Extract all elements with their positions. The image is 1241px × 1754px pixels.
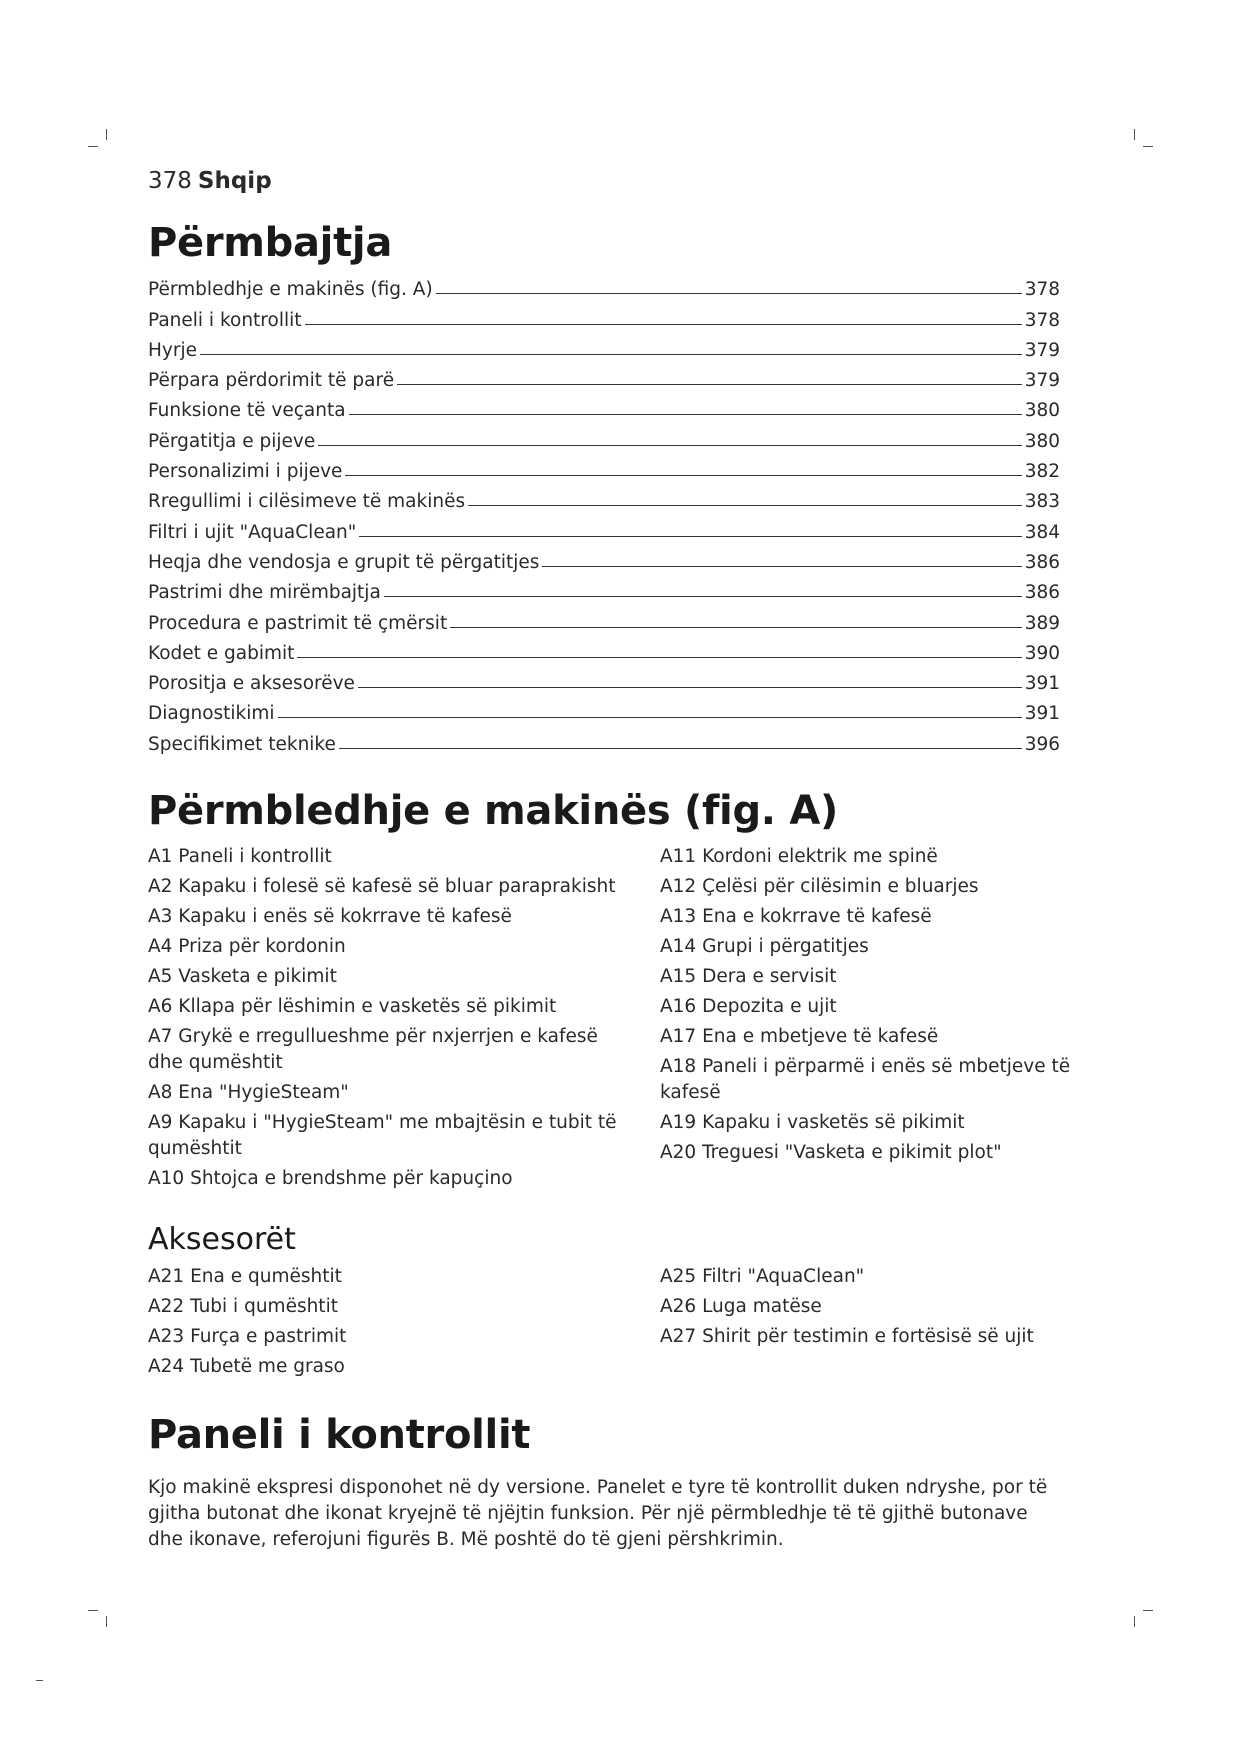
overview-list-left [148,844,618,1196]
toc-entry[interactable] [148,391,1060,421]
toc-entry[interactable] [148,452,1060,482]
toc-leader-line [397,384,1022,385]
toc-entry-label: Porositja e aksesorëve [148,673,355,695]
toc-entry-page: 383 [1024,491,1060,513]
overview-item: A9 Kapaku i "HygieSteam" me mbajtësin e tubit të qumështit [148,1112,617,1159]
toc-entry-page: 378 [1024,309,1060,331]
toc-leader-line [349,414,1022,415]
accessories-list-right [660,1264,1080,1354]
toc-leader-line [278,717,1022,718]
toc-entry-page: 378 [1024,279,1060,301]
toc-entry[interactable] [148,300,1060,330]
toc-entry-label: Përmbledhje e makinës (fig. A) [148,279,433,301]
toc-entry[interactable] [148,512,1060,542]
crop-mark-bottom-right-v [1134,1616,1135,1627]
toc-leader-line [318,445,1021,446]
toc-entry[interactable] [148,694,1060,724]
toc-leader-line [384,596,1022,597]
overview-item: A5 Vasketa e pikimit [148,966,337,987]
toc-entry[interactable] [148,603,1060,633]
toc-entry-label: Kodet e gabimit [148,642,295,664]
overview-item: A7 Grykë e rregullueshme për nxjerrjen e kafesë dhe qumështit [148,1026,598,1073]
toc-entry-page: 380 [1024,400,1060,422]
crop-mark-bottom-right-h [1143,1610,1153,1611]
toc-entry[interactable] [148,331,1060,361]
toc-leader-line [358,687,1022,688]
accessory-item: A26 Luga matëse [660,1296,822,1317]
overview-item: A4 Priza për kordonin [148,936,346,957]
page-header [148,168,272,194]
accessories-title: Aksesorët [148,1222,296,1257]
accessory-item: A23 Furça e pastrimit [148,1326,347,1347]
toc-leader-line [468,505,1022,506]
control-panel-text: Kjo makinë ekspresi disponohet në dy versione. Panelet e tyre të kontrollit duken ndryshe, por të gjitha butonat dhe ikonat kryejnë të njëjtin funksion. Për një përmbledhje të të gjithë butonave dhe ikonave, referojuni figurës B. Më poshtë do të gjeni përshkrimin. [148,1477,1048,1550]
toc-entry-label: Heqja dhe vendosja e grupit të përgatitjes [148,551,540,573]
language-label: Shqip [197,168,272,194]
toc-entry-page: 386 [1024,551,1060,573]
toc-entry-label: Rregullimi i cilësimeve të makinës [148,491,466,513]
toc-entry-page: 390 [1024,642,1060,664]
toc-entry[interactable] [148,724,1060,754]
control-panel-title: Paneli i kontrollit [148,1412,531,1458]
overview-item: A3 Kapaku i enës së kokrrave të kafesë [148,906,512,927]
overview-item: A2 Kapaku i folesë së kafesë së bluar paraprakisht [148,876,616,897]
toc-entry-page: 396 [1024,733,1060,755]
toc-leader-line [359,536,1021,537]
crop-mark-top-left-h [88,146,98,147]
toc-entry[interactable] [148,573,1060,603]
toc-leader-line [436,293,1022,294]
toc-title: Përmbajtja [148,220,393,266]
toc-entry-label: Përgatitja e pijeve [148,430,316,452]
overview-item: A18 Paneli i përparmë i enës së mbetjeve të kafesë [660,1056,1071,1103]
overview-item: A16 Depozita e ujit [660,996,837,1017]
toc-entry-label: Specifikimet teknike [148,733,336,755]
toc-entry[interactable] [148,664,1060,694]
accessory-item: A22 Tubi i qumështit [148,1296,338,1317]
crop-mark-top-right-h [1143,146,1153,147]
toc-entry[interactable] [148,361,1060,391]
overview-item: A20 Treguesi "Vasketa e pikimit plot" [660,1142,1002,1163]
toc-entry-label: Hyrje [148,339,197,361]
toc-entry-page: 386 [1024,582,1060,604]
crop-mark-bottom-left-v [106,1616,107,1627]
page-number: 378 [148,168,192,194]
accessory-item: A21 Ena e qumështit [148,1266,342,1287]
crop-mark-top-right-v [1134,129,1135,140]
toc-entry-page: 391 [1024,703,1060,725]
toc-leader-line [339,748,1022,749]
overview-item: A19 Kapaku i vasketës së pikimit [660,1112,965,1133]
overview-item: A11 Kordoni elektrik me spinë [660,846,938,867]
toc-entry-label: Përpara përdorimit të parë [148,370,395,392]
accessory-item: A27 Shirit për testimin e fortësisë së ujit [660,1326,1034,1347]
overview-item: A17 Ena e mbetjeve të kafesë [660,1026,939,1047]
toc-entry-label: Pastrimi dhe mirëmbajtja [148,582,381,604]
toc-leader-line [200,354,1022,355]
overview-item: A15 Dera e servisit [660,966,837,987]
overview-item: A10 Shtojca e brendshme për kapuçino [148,1168,513,1189]
toc-entry-page: 382 [1024,461,1060,483]
toc-entry[interactable] [148,421,1060,451]
overview-title: Përmbledhje e makinës (fig. A) [148,788,838,834]
overview-item: A6 Kllapa për lëshimin e vasketës së pikimit [148,996,557,1017]
toc-entry-label: Procedura e pastrimit të çmërsit [148,612,448,634]
overview-list-right [660,844,1080,1170]
toc-entry-page: 379 [1024,339,1060,361]
crop-mark-bottom-edge [36,1680,43,1681]
overview-item: A12 Çelësi për cilësimin e bluarjes [660,876,979,897]
toc-entry-label: Funksione të veçanta [148,400,346,422]
toc-leader-line [345,475,1021,476]
table-of-contents [148,270,1060,755]
accessories-list-left [148,1264,618,1384]
toc-entry-label: Diagnostikimi [148,703,275,725]
overview-item: A1 Paneli i kontrollit [148,846,332,867]
toc-leader-line [450,627,1021,628]
toc-entry[interactable] [148,634,1060,664]
toc-entry[interactable] [148,543,1060,573]
toc-leader-line [297,657,1021,658]
accessory-item: A25 Filtri "AquaClean" [660,1266,865,1287]
accessory-item: A24 Tubetë me graso [148,1356,345,1377]
overview-item: A14 Grupi i përgatitjes [660,936,869,957]
toc-leader-line [542,566,1021,567]
toc-leader-line [305,324,1022,325]
crop-mark-top-left-v [106,129,107,140]
toc-entry-page: 391 [1024,673,1060,695]
toc-entry[interactable] [148,482,1060,512]
toc-entry-label: Personalizimi i pijeve [148,461,343,483]
toc-entry-page: 384 [1024,521,1060,543]
toc-entry-page: 379 [1024,370,1060,392]
toc-entry[interactable] [148,270,1060,300]
crop-mark-bottom-left-h [88,1610,98,1611]
overview-item: A13 Ena e kokrrave të kafesë [660,906,932,927]
toc-entry-page: 380 [1024,430,1060,452]
overview-item: A8 Ena "HygieSteam" [148,1082,349,1103]
toc-entry-page: 389 [1024,612,1060,634]
toc-entry-label: Paneli i kontrollit [148,309,302,331]
toc-entry-label: Filtri i ujit "AquaClean" [148,521,357,543]
